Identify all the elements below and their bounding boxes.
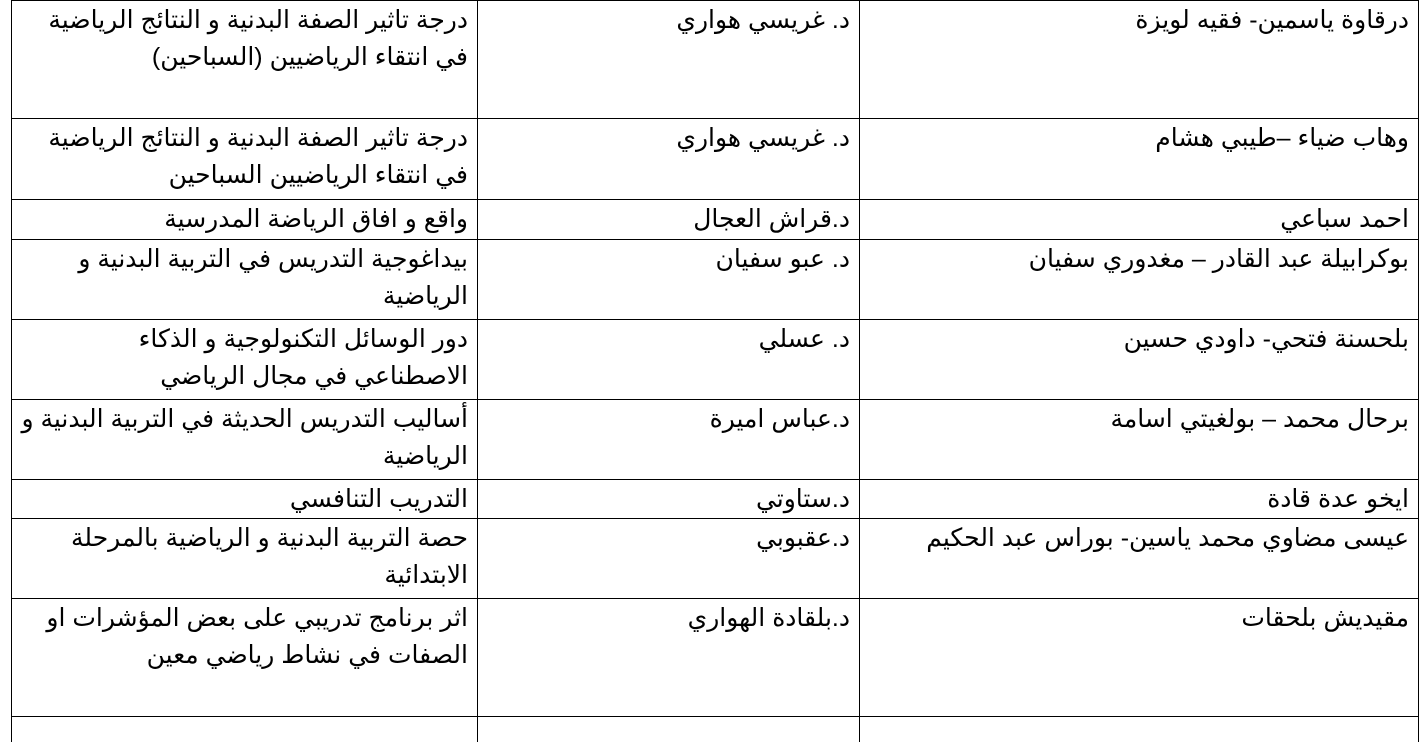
table-row — [12, 400, 1419, 480]
empty-cell — [860, 717, 1419, 742]
students-cell: احمد سباعي — [860, 200, 1419, 240]
supervisor-cell: د.بلقادة الهواري — [478, 599, 860, 717]
supervisor-cell: د. عبو سفيان — [478, 240, 860, 320]
students-cell: عيسى مضاوي محمد ياسين- بوراس عبد الحكيم — [860, 519, 1419, 599]
students-cell: مقيديش بلحقات — [860, 599, 1419, 717]
thesis-title-cell: اثر برنامج تدريبي على بعض المؤشرات او الصفات في نشاط رياضي معين — [12, 599, 478, 717]
thesis-title-cell: حصة التربية البدنية و الرياضية بالمرحلة الابتدائية — [12, 519, 478, 599]
students-cell: بلحسنة فتحي- داودي حسين — [860, 320, 1419, 400]
table-row — [12, 599, 1419, 717]
supervisor-cell: د.قراش العجال — [478, 200, 860, 240]
empty-cell — [478, 717, 860, 742]
thesis-title-cell: واقع و افاق الرياضة المدرسية — [12, 200, 478, 240]
thesis-title-cell: درجة تاثير الصفة البدنية و النتائج الرياضية في انتقاء الرياضيين (السباحين) — [12, 1, 478, 119]
supervisor-cell: د.عباس اميرة — [478, 400, 860, 480]
empty-cell — [12, 717, 478, 742]
students-cell: برحال محمد – بولغيتي اسامة — [860, 400, 1419, 480]
supervisor-cell: د.عقبوبي — [478, 519, 860, 599]
table-row — [12, 1, 1419, 119]
students-cell: وهاب ضياء –طيبي هشام — [860, 119, 1419, 200]
table-row — [12, 200, 1419, 240]
thesis-title-cell: التدريب التنافسي — [12, 480, 478, 519]
students-cell: ايخو عدة قادة — [860, 480, 1419, 519]
table-row — [12, 119, 1419, 200]
thesis-title-cell: درجة تاثير الصفة البدنية و النتائج الرياضية في انتقاء الرياضيين السباحين — [12, 119, 478, 200]
thesis-title-cell: أساليب التدريس الحديثة في التربية البدنية و الرياضية — [12, 400, 478, 480]
supervisor-cell: د. غريسي هواري — [478, 119, 860, 200]
table-row — [12, 717, 1419, 742]
table-row — [12, 519, 1419, 599]
supervisor-cell: د. عسلي — [478, 320, 860, 400]
supervisor-cell: د.ستاوتي — [478, 480, 860, 519]
students-cell: بوكرابيلة عبد القادر – مغدوري سفيان — [860, 240, 1419, 320]
thesis-title-cell: بيداغوجية التدريس في التربية البدنية و الرياضية — [12, 240, 478, 320]
table-row — [12, 320, 1419, 400]
supervisor-cell: د. غريسي هواري — [478, 1, 860, 119]
supervision-table — [11, 0, 1419, 742]
students-cell: درقاوة ياسمين- فقيه لويزة — [860, 1, 1419, 119]
table-row — [12, 480, 1419, 519]
table-row — [12, 240, 1419, 320]
thesis-title-cell: دور الوسائل التكنولوجية و الذكاء الاصطناعي في مجال الرياضي — [12, 320, 478, 400]
